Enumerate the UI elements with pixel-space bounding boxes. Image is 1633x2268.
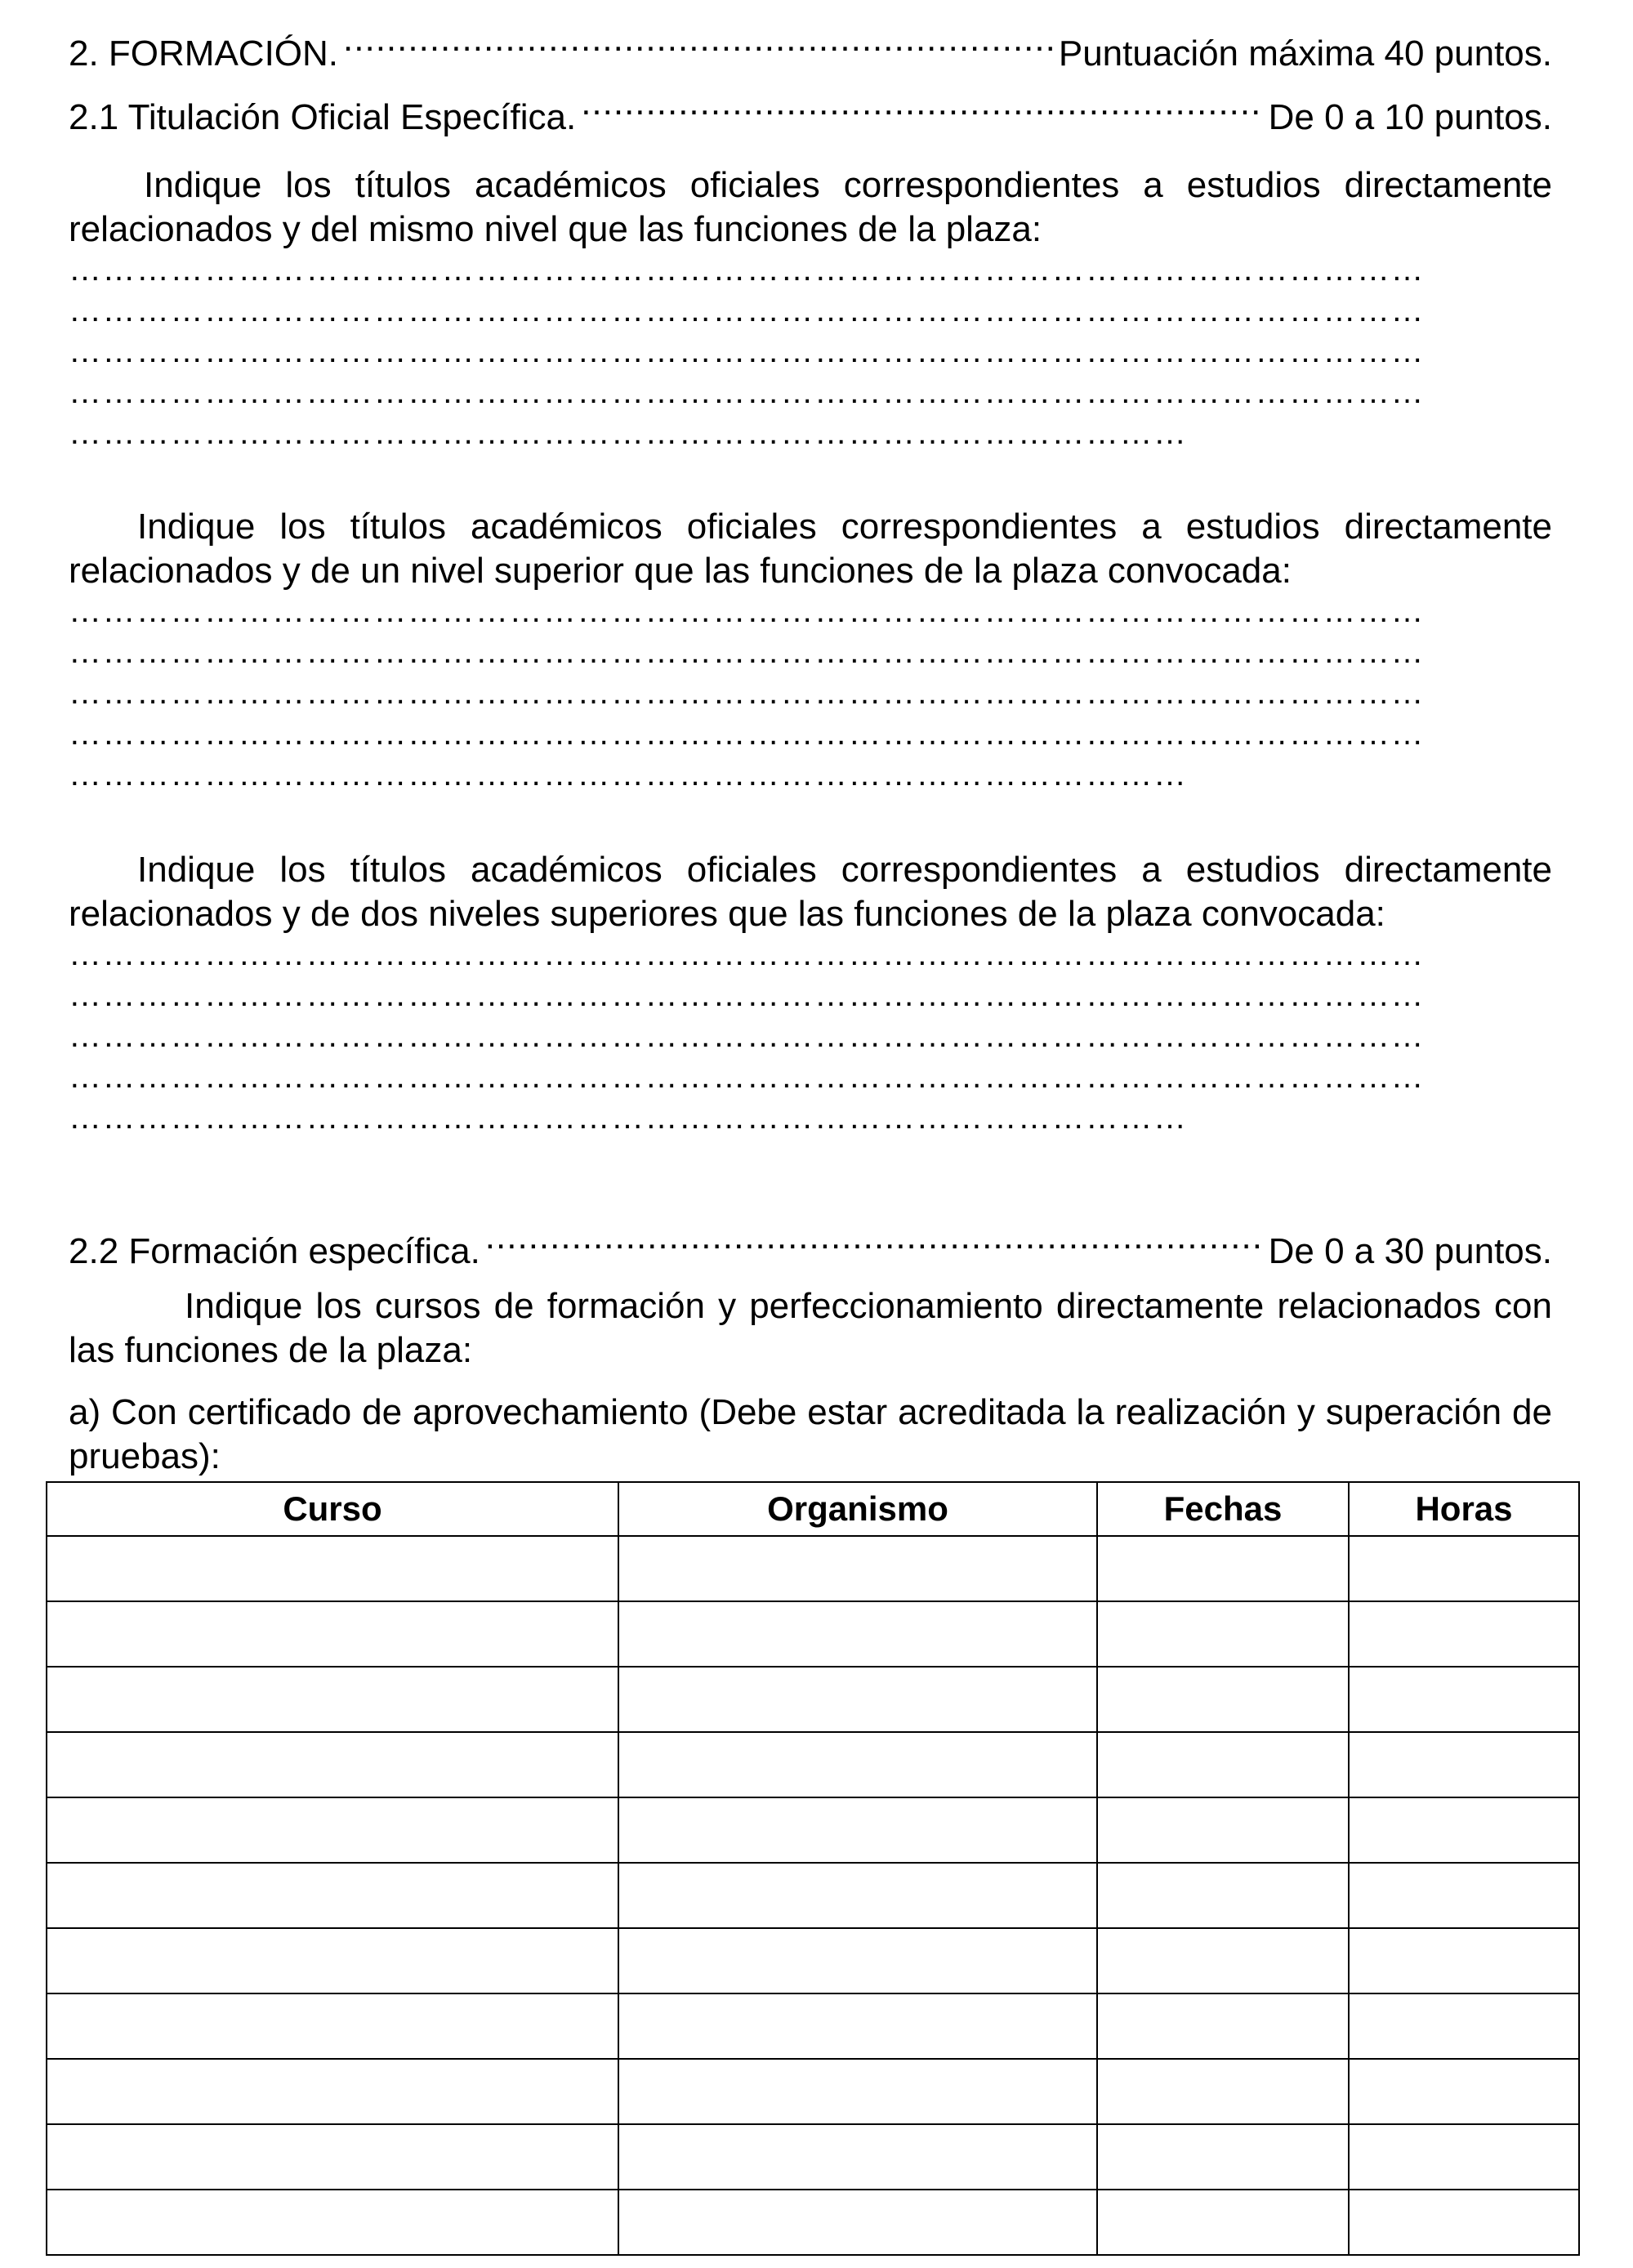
cell-curso[interactable] (47, 1536, 618, 1601)
cell-fechas[interactable] (1097, 1732, 1349, 1797)
table-row (47, 1601, 1579, 1667)
answer-line[interactable] (69, 415, 1552, 456)
answer-line-dots: ………………………………………………………………………………………………………… (69, 1018, 1425, 1054)
column-header-fechas: Fechas (1097, 1482, 1349, 1536)
table-row (47, 1993, 1579, 2059)
table-row (47, 1797, 1579, 1863)
cell-horas[interactable] (1349, 2124, 1579, 2190)
prompt-same-level: Indique los títulos académicos oficiales correspondientes a estudios directamente relacionados y del mismo nivel que las funciones de la plaza: (69, 165, 1552, 249)
leader-dots (343, 21, 1054, 65)
answer-line[interactable] (69, 292, 1552, 333)
answer-line-dots: ………………………………………………………………………………………………………… (69, 936, 1425, 972)
answer-line[interactable] (69, 252, 1552, 292)
section-2-2-title: 2.2 Formación específica. (69, 1231, 480, 1271)
column-header-curso: Curso (47, 1482, 618, 1536)
cell-fechas[interactable] (1097, 1928, 1349, 1993)
answer-line[interactable] (69, 1100, 1552, 1141)
answer-line-dots: ………………………………………………………………………………………………………… (69, 1059, 1425, 1095)
answer-line[interactable] (69, 757, 1552, 797)
answer-line-dots: ……………………………………………………………………………………… (69, 415, 1188, 451)
cell-fechas[interactable] (1097, 1601, 1349, 1667)
answer-line-dots: ……………………………………………………………………………………… (69, 1100, 1188, 1136)
section-2-score: Puntuación máxima 40 puntos. (1058, 33, 1552, 74)
cell-horas[interactable] (1349, 1863, 1579, 1928)
cell-fechas[interactable] (1097, 2059, 1349, 2124)
section-2-title: 2. FORMACIÓN. (69, 33, 339, 74)
cell-curso[interactable] (47, 1601, 618, 1667)
table-header-row (47, 1482, 1579, 1536)
answer-line-dots: ………………………………………………………………………………………………………… (69, 374, 1425, 410)
section-2-2-score: De 0 a 30 puntos. (1268, 1231, 1552, 1271)
table-row (47, 2190, 1579, 2255)
cell-organismo[interactable] (618, 1732, 1097, 1797)
answer-line[interactable] (69, 634, 1552, 675)
column-header-organismo: Organismo (618, 1482, 1097, 1536)
cell-curso[interactable] (47, 1928, 618, 1993)
table-row (47, 1863, 1579, 1928)
answer-line-dots: ………………………………………………………………………………………………………… (69, 252, 1425, 288)
cell-fechas[interactable] (1097, 2190, 1349, 2255)
table-row (47, 1536, 1579, 1601)
prompt-two-levels-higher: Indique los títulos académicos oficiales correspondientes a estudios directamente relacionados y de dos niveles superiores que las funciones de la plaza convocada: (69, 850, 1552, 934)
cell-curso[interactable] (47, 1993, 618, 2059)
answer-line-dots: ………………………………………………………………………………………………………… (69, 333, 1425, 369)
answer-line-dots: ………………………………………………………………………………………………………… (69, 593, 1425, 629)
section-2-1-title: 2.1 Titulación Oficial Específica. (69, 97, 577, 137)
cell-organismo[interactable] (618, 2190, 1097, 2255)
cell-organismo[interactable] (618, 1797, 1097, 1863)
answer-line-dots: ………………………………………………………………………………………………………… (69, 675, 1425, 711)
cell-curso[interactable] (47, 2124, 618, 2190)
cell-organismo[interactable] (618, 1863, 1097, 1928)
answer-line[interactable] (69, 593, 1552, 634)
cell-curso[interactable] (47, 1732, 618, 1797)
section-2-heading (69, 21, 1552, 74)
prompt-block-same-level (69, 163, 1552, 456)
answer-line-dots: ………………………………………………………………………………………………………… (69, 634, 1425, 670)
cell-curso[interactable] (47, 1667, 618, 1732)
table-row (47, 2124, 1579, 2190)
cell-horas[interactable] (1349, 1993, 1579, 2059)
section-2-2-heading (69, 1219, 1552, 1271)
answer-line-dots: ………………………………………………………………………………………………………… (69, 292, 1425, 328)
answer-line[interactable] (69, 1059, 1552, 1100)
cell-organismo[interactable] (618, 1601, 1097, 1667)
cell-curso[interactable] (47, 2059, 618, 2124)
cell-horas[interactable] (1349, 1667, 1579, 1732)
cell-fechas[interactable] (1097, 2124, 1349, 2190)
cell-horas[interactable] (1349, 1601, 1579, 1667)
answer-line[interactable] (69, 374, 1552, 415)
prompt-block-two-levels-higher (69, 848, 1552, 1141)
cell-organismo[interactable] (618, 2124, 1097, 2190)
cell-curso[interactable] (47, 1863, 618, 1928)
cell-horas[interactable] (1349, 2059, 1579, 2124)
cell-horas[interactable] (1349, 1732, 1579, 1797)
answer-line[interactable] (69, 333, 1552, 374)
cell-horas[interactable] (1349, 1928, 1579, 1993)
cell-organismo[interactable] (618, 1536, 1097, 1601)
section-2-1-heading (69, 85, 1552, 137)
section-2-1-score: De 0 a 10 puntos. (1268, 97, 1552, 137)
cell-horas[interactable] (1349, 1536, 1579, 1601)
cell-organismo[interactable] (618, 1993, 1097, 2059)
cell-curso[interactable] (47, 1797, 618, 1863)
answer-line[interactable] (69, 936, 1552, 977)
prompt-block-one-level-higher (69, 505, 1552, 797)
section-2-2-intro: Indique los cursos de formación y perfeccionamiento directamente relacionados con las funciones de la plaza: (69, 1286, 1552, 1370)
cell-organismo[interactable] (618, 2059, 1097, 2124)
table-row (47, 2059, 1579, 2124)
cell-fechas[interactable] (1097, 1797, 1349, 1863)
answer-line[interactable] (69, 716, 1552, 757)
cell-horas[interactable] (1349, 2190, 1579, 2255)
answer-line[interactable] (69, 1018, 1552, 1059)
leader-dots (485, 1219, 1264, 1263)
table-row (47, 1928, 1579, 1993)
answer-line[interactable] (69, 675, 1552, 716)
cell-organismo[interactable] (618, 1928, 1097, 1993)
cell-organismo[interactable] (618, 1667, 1097, 1732)
cell-fechas[interactable] (1097, 1536, 1349, 1601)
answer-line-dots: ………………………………………………………………………………………………………… (69, 716, 1425, 752)
cell-fechas[interactable] (1097, 1993, 1349, 2059)
prompt-one-level-higher: Indique los títulos académicos oficiales correspondientes a estudios directamente relacionados y de un nivel superior que las funciones de la plaza convocada: (69, 507, 1552, 591)
courses-table (46, 1481, 1580, 2256)
cell-horas[interactable] (1349, 1797, 1579, 1863)
leader-dots (581, 85, 1263, 129)
table-row (47, 1667, 1579, 1732)
cell-curso[interactable] (47, 2190, 618, 2255)
answer-line[interactable] (69, 977, 1552, 1018)
answer-line-dots: ……………………………………………………………………………………… (69, 757, 1188, 792)
cell-fechas[interactable] (1097, 1863, 1349, 1928)
column-header-horas: Horas (1349, 1482, 1579, 1536)
cell-fechas[interactable] (1097, 1667, 1349, 1732)
item-a-certificate: a) Con certificado de aprovechamiento (Debe estar acreditada la realización y superación de pruebas): (69, 1392, 1552, 1476)
table-row (47, 1732, 1579, 1797)
answer-line-dots: ………………………………………………………………………………………………………… (69, 977, 1425, 1013)
